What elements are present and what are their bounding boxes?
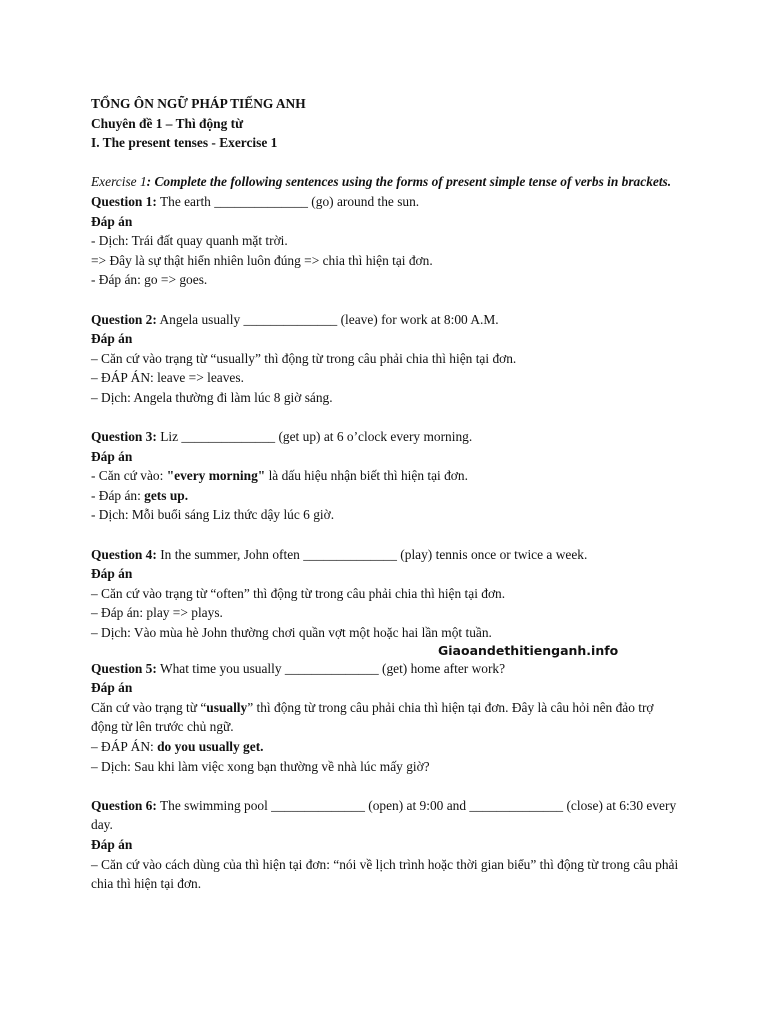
question-3-answer-line: - Dịch: Mỗi buổi sáng Liz thức dậy lúc 6 giờ. <box>91 507 335 523</box>
answer-text: – ĐÁP ÁN: <box>91 739 158 754</box>
question-5-answer-line <box>91 737 681 757</box>
question-5-text: What time you usually ______________ (get) home after work? <box>156 660 506 676</box>
answer-label: Đáp án <box>91 331 133 347</box>
question-2-answer-line: – ĐÁP ÁN: leave => leaves. <box>91 370 244 386</box>
answer-text: - Căn cứ vào: <box>91 468 167 484</box>
answer-text: ” thì động từ trong câu phải chia thì hiện tại đơn. Đây là câu hỏi nên đảo trợ động từ lên trước chủ ngữ. <box>91 699 654 735</box>
answer-text: - Đáp án: <box>91 487 145 503</box>
question-4-answer-line: – Dịch: Vào mùa hè John thường chơi quần vợt một hoặc hai lần một tuần. <box>91 625 492 641</box>
question-2-label: Question 2: <box>91 311 157 327</box>
question-3-answer-line <box>91 466 681 486</box>
question-4 <box>91 545 681 565</box>
question-5 <box>91 659 681 679</box>
question-5-answer-line: – Dịch: Sau khi làm việc xong bạn thường về nhà lúc mấy giờ? <box>91 758 430 774</box>
question-3-answer-line <box>91 486 681 506</box>
answer-emphasis: usually <box>206 699 248 715</box>
answer-emphasis: "every morning" <box>166 468 266 484</box>
section-heading: I. The present tenses - Exercise 1 <box>91 135 278 151</box>
question-6-answer-line: – Căn cứ vào cách dùng của thì hiện tại đơn: “nói về lịch trình hoặc thời gian biểu” thì động từ trong câu phải chia thì hiện tại đơn. <box>91 856 679 892</box>
question-3-label: Question 3: <box>91 429 157 445</box>
question-2-answer-line: – Căn cứ vào trạng từ “usually” thì động từ trong câu phải chia thì hiện tại đơn. <box>91 350 517 366</box>
question-1-text: The earth ______________ (go) around the sun. <box>156 193 420 209</box>
topic-heading: Chuyên đề 1 – Thì động từ <box>91 115 244 131</box>
question-1-answer-line: => Đây là sự thật hiển nhiên luôn đúng => chia thì hiện tại đơn. <box>91 252 433 268</box>
answer-text: Căn cứ vào trạng từ “ <box>91 699 207 715</box>
answer-text: là dấu hiệu nhận biết thì hiện tại đơn. <box>265 468 468 484</box>
spacer <box>91 776 681 796</box>
answer-emphasis: gets up. <box>144 487 189 503</box>
exercise-label: Exercise 1 <box>91 174 147 190</box>
question-6 <box>91 796 681 835</box>
spacer <box>91 525 681 545</box>
question-1 <box>91 192 681 212</box>
question-3-text: Liz ______________ (get up) at 6 o’clock every morning. <box>156 429 473 445</box>
answer-label: Đáp án <box>91 680 133 696</box>
document-title: TỔNG ÔN NGỮ PHÁP TIẾNG ANH <box>91 96 306 111</box>
question-3 <box>91 427 681 447</box>
answer-emphasis: do you usually get. <box>157 739 264 754</box>
answer-label: Đáp án <box>91 836 133 852</box>
question-4-answer-line: – Căn cứ vào trạng từ “often” thì động từ trong câu phải chia thì hiện tại đơn. <box>91 585 506 601</box>
question-1-answer-line: - Đáp án: go => goes. <box>91 272 208 288</box>
question-5-label: Question 5: <box>91 660 157 676</box>
answer-label: Đáp án <box>91 448 133 464</box>
document-content <box>91 94 681 894</box>
question-1-answer-line: - Dịch: Trái đất quay quanh mặt trời. <box>91 233 288 249</box>
exercise-instruction <box>91 172 681 192</box>
question-2-answer-line: – Dịch: Angela thường đi làm lúc 8 giờ sáng. <box>91 389 333 405</box>
spacer <box>91 408 681 428</box>
question-5-answer-line <box>91 698 681 737</box>
question-6-text: The swimming pool ______________ (open) at 9:00 and ______________ (close) at 6:30 every day. <box>91 797 677 833</box>
question-4-text: In the summer, John often ______________ (play) tennis once or twice a week. <box>156 546 588 562</box>
spacer <box>91 290 681 310</box>
question-4-label: Question 4: <box>91 546 157 562</box>
question-1-label: Question 1: <box>91 193 157 209</box>
answer-label: Đáp án <box>91 213 133 229</box>
spacer <box>91 153 681 173</box>
question-2-text: Angela usually ______________ (leave) for work at 8:00 A.M. <box>156 311 499 327</box>
question-6-label: Question 6: <box>91 797 157 813</box>
question-4-answer-line: – Đáp án: play => plays. <box>91 605 223 621</box>
answer-label: Đáp án <box>91 566 133 582</box>
question-2 <box>91 310 681 330</box>
site-watermark: Giaoandethitienganh.info <box>438 642 619 658</box>
exercise-instruction-text: : Complete the following sentences using the forms of present simple tense of verbs in brackets. <box>146 174 672 190</box>
